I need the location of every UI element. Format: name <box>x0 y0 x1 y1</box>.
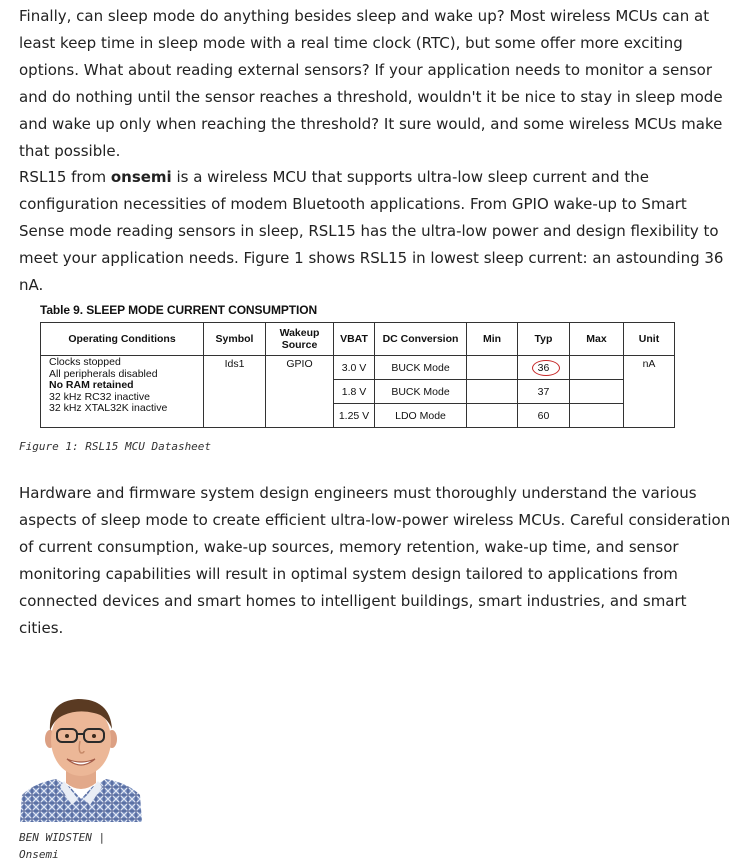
typ-value: 36 <box>537 361 550 374</box>
p2-text-end: is a wireless MCU that supports ultra-low sleep current and the configuration necessities of modem Bluetooth applications. From GPIO wake-up to Smart Sense mode reading sensors in sleep, RSL15 has the ultra-low power and design flexibility to meet your application needs. Figure 1 shows RSL15 in lowest sleep current: an astounding 36 nA. <box>19 168 724 294</box>
table-row <box>41 356 675 380</box>
author-company: Onsemi <box>19 848 59 861</box>
author-name: BEN WIDSTEN | <box>19 831 106 844</box>
typ-cell <box>518 356 570 380</box>
unit-cell: nA <box>624 356 675 428</box>
typ-cell: 37 <box>518 380 570 404</box>
symbol-cell: Ids1 <box>204 356 266 428</box>
header-dc-conversion: DC Conversion <box>375 323 467 356</box>
header-max: Max <box>570 323 624 356</box>
min-cell <box>467 404 518 428</box>
condition-line: All peripherals disabled <box>49 367 158 380</box>
vbat-cell: 1.25 V <box>334 404 375 428</box>
red-circle-annotation <box>532 360 560 376</box>
condition-line-bold: No RAM retained <box>49 379 134 391</box>
table-title: Table 9. SLEEP MODE CURRENT CONSUMPTION <box>40 303 318 317</box>
min-cell <box>467 380 518 404</box>
p2-text-start: RSL15 from <box>19 168 111 186</box>
min-cell <box>467 356 518 380</box>
header-unit: Unit <box>624 323 675 356</box>
max-cell <box>570 404 624 428</box>
header-symbol: Symbol <box>204 323 266 356</box>
header-min: Min <box>467 323 518 356</box>
vbat-cell: 1.8 V <box>334 380 375 404</box>
header-wakeup-line2: Source <box>281 339 318 351</box>
operating-conditions-cell <box>41 356 204 428</box>
typ-value-highlighted <box>538 362 550 374</box>
typ-cell: 60 <box>518 404 570 428</box>
max-cell <box>570 356 624 380</box>
header-operating-conditions: Operating Conditions <box>41 323 204 356</box>
condition-line: 32 kHz XTAL32K inactive <box>49 402 168 414</box>
header-vbat: VBAT <box>334 323 375 356</box>
onsemi-bold: onsemi <box>110 168 172 186</box>
author-byline <box>19 829 105 863</box>
author-portrait-illustration <box>20 695 142 822</box>
paragraph-conclusion: Hardware and firmware system design engineers must thoroughly understand the various aspects of sleep mode to create efficient ultra-low-power wireless MCUs. Careful consideration of current consumption, wake-up sources, memory retention, wake-up time, and sensor monitoring capabilities will result in optimal system design tailored to applications from connected devices and smart homes to intelligent buildings, smart industries, and smart cities. <box>19 484 731 637</box>
header-wakeup-source <box>266 323 334 356</box>
datasheet-table-figure <box>19 303 719 431</box>
paragraph-rsl15 <box>19 164 731 299</box>
vbat-cell: 3.0 V <box>334 356 375 380</box>
paragraph-sleep-features: Finally, can sleep mode do anything besides sleep and wake up? Most wireless MCUs can at least keep time in sleep mode with a real time clock (RTC), but some offer more exciting options. What about reading external sensors? If your application needs to monitor a sensor and do nothing until the sensor reaches a threshold, wouldn't it be nice to stay in sleep mode and wake up only when reaching the threshold? It sure would, and some wireless MCUs make that possible. <box>19 7 723 160</box>
header-typ: Typ <box>518 323 570 356</box>
table-header-row <box>41 323 675 356</box>
condition-line: Clocks stopped <box>49 356 121 368</box>
max-cell <box>570 380 624 404</box>
sleep-current-table <box>40 322 675 428</box>
dc-conversion-cell: BUCK Mode <box>375 356 467 380</box>
dc-conversion-cell: BUCK Mode <box>375 380 467 404</box>
dc-conversion-cell: LDO Mode <box>375 404 467 428</box>
wakeup-source-cell: GPIO <box>266 356 334 428</box>
header-wakeup-line1: Wakeup <box>279 327 320 339</box>
figure-caption: Figure 1: RSL15 MCU Datasheet <box>19 440 212 453</box>
author-photo <box>20 695 142 822</box>
condition-line: 32 kHz RC32 inactive <box>49 390 150 403</box>
